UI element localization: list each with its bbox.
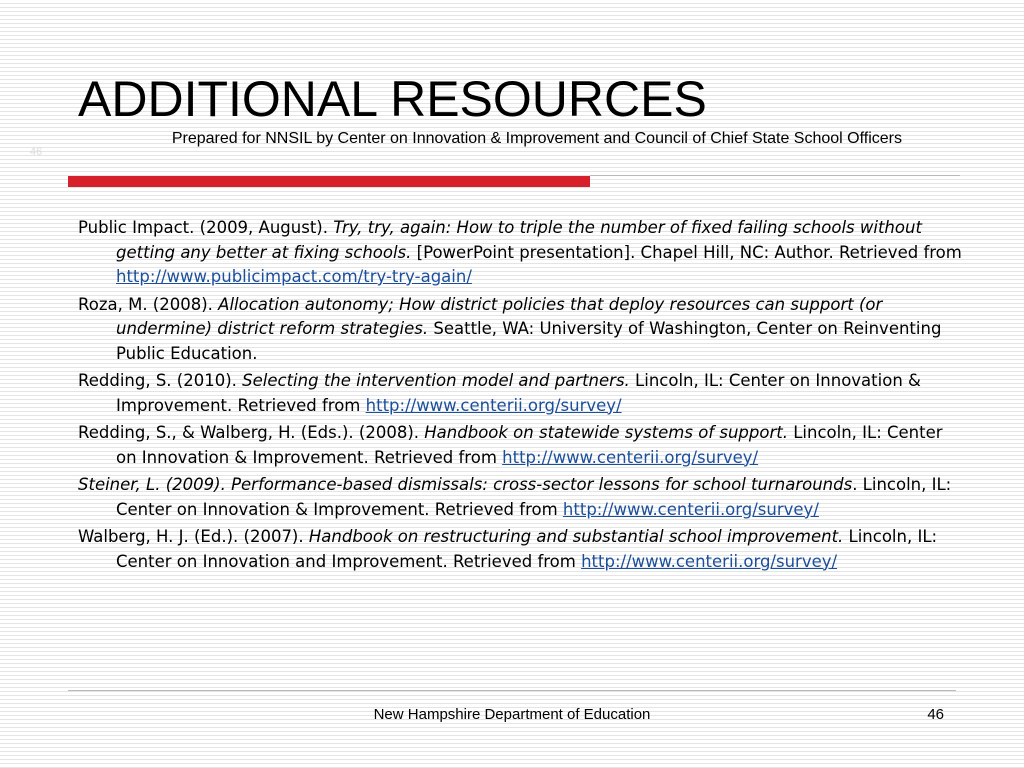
slide-subtitle: Prepared for NNSIL by Center on Innovation & Improvement and Council of Chief State School Officers	[171, 130, 902, 147]
slide-number-faint: 46	[29, 146, 43, 158]
reference-details: Lincoln, IL: Center on Innovation and Improvement. Retrieved from	[116, 527, 938, 571]
slide-title: ADDITIONAL RESOURCES	[78, 71, 707, 127]
reference-details: Lincoln, IL: Center on Innovation & Improvement. Retrieved from	[116, 371, 921, 415]
reference-details: . Lincoln, IL: Center on Innovation & Improvement. Retrieved from	[116, 475, 952, 519]
reference-author: Walberg, H. J. (Ed.). (2007).	[78, 527, 309, 546]
reference-link[interactable]: http://www.centerii.org/survey/	[502, 447, 759, 467]
title-divider	[590, 175, 960, 176]
reference-item	[78, 525, 968, 574]
reference-title: Handbook on statewide systems of support.	[424, 423, 788, 442]
reference-link[interactable]: http://www.centerii.org/survey/	[562, 499, 819, 519]
reference-details: [PowerPoint presentation]. Chapel Hill, NC: Author. Retrieved from	[411, 242, 962, 262]
footer-divider	[68, 690, 956, 691]
reference-title: Steiner, L. (2009). Performance-based dismissals: cross-sector lessons for school turnarounds	[78, 475, 853, 494]
reference-item	[78, 473, 968, 522]
reference-title: Handbook on restructuring and substantial school improvement.	[308, 527, 844, 546]
reference-title: Selecting the intervention model and partners.	[242, 371, 630, 390]
footer-page-number: 46	[927, 706, 944, 723]
accent-bar	[68, 176, 590, 187]
reference-item	[78, 293, 968, 367]
reference-link[interactable]: http://www.centerii.org/survey/	[581, 551, 838, 571]
reference-author: Public Impact. (2009, August).	[78, 218, 334, 237]
reference-title: Try, try, again: How to triple the number of fixed failing schools without getting any better at fixing schools.	[116, 218, 922, 262]
reference-item	[78, 369, 968, 418]
reference-title: Allocation autonomy; How district policies that deploy resources can support (or undermine) district reform strategies.	[116, 294, 883, 338]
reference-item	[78, 421, 968, 470]
footer-organization: New Hampshire Department of Education	[373, 706, 651, 723]
reference-details: Seattle, WA: University of Washington, Center on Reinventing Public Education.	[116, 319, 942, 363]
reference-author: Roza, M. (2008).	[78, 294, 219, 314]
reference-item	[78, 216, 968, 290]
reference-author: Redding, S. (2010).	[78, 371, 243, 390]
reference-link[interactable]: http://www.publicimpact.com/try-try-again/	[116, 267, 472, 286]
reference-list	[78, 216, 968, 577]
reference-link[interactable]: http://www.centerii.org/survey/	[365, 395, 622, 415]
reference-author: Redding, S., & Walberg, H. (Eds.). (2008).	[78, 423, 425, 442]
reference-details: Lincoln, IL: Center on Innovation & Improvement. Retrieved from	[116, 423, 943, 467]
